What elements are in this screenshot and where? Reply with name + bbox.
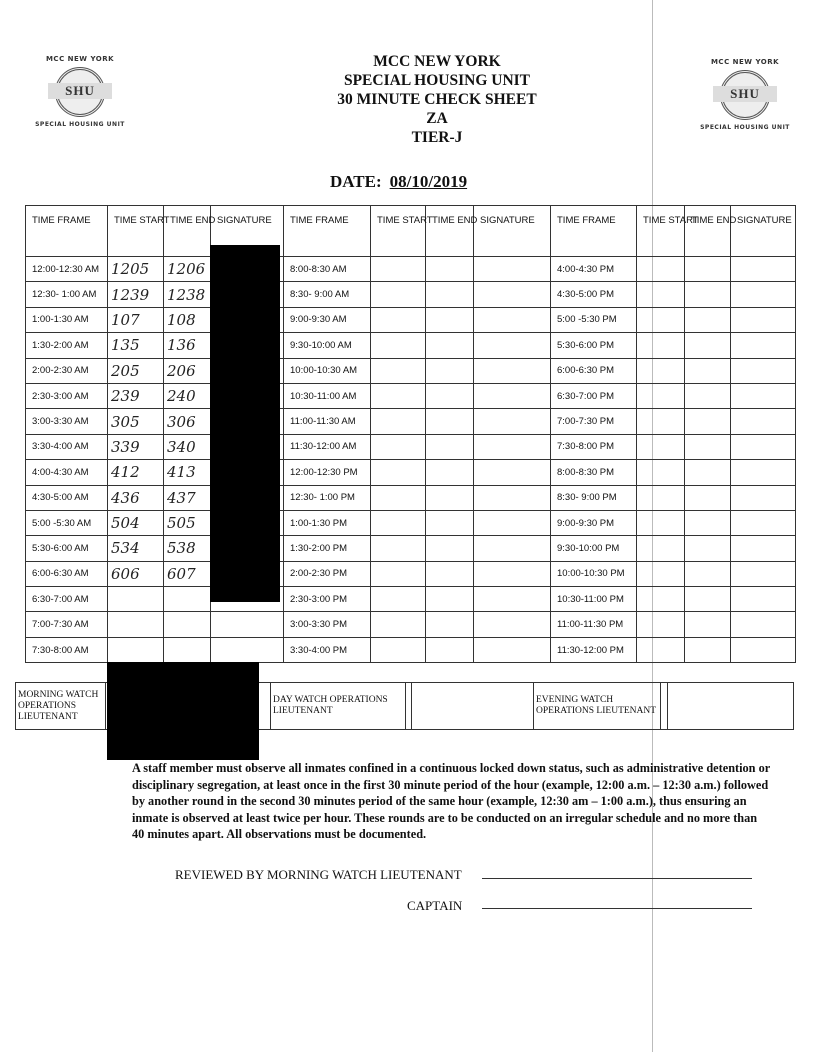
signature-cell [474, 409, 551, 434]
time-frame-cell: 12:00-12:30 AM [26, 257, 108, 282]
time-end-cell [164, 587, 211, 612]
time-start-cell: 606 [108, 561, 164, 586]
time-frame-cell: 4:30-5:00 PM [551, 282, 637, 307]
time-frame-cell: 6:00-6:30 AM [26, 561, 108, 586]
time-end-cell [685, 612, 731, 637]
signature-cell [474, 434, 551, 459]
check-sheet-table [25, 205, 796, 663]
time-start-cell [371, 587, 426, 612]
time-frame-cell: 2:30-3:00 AM [26, 383, 108, 408]
signature-cell [731, 383, 796, 408]
time-start-cell [637, 637, 685, 662]
time-frame-cell: 4:30-5:00 AM [26, 485, 108, 510]
column-header-time-frame: TIME FRAME [284, 206, 371, 257]
redaction-block [107, 662, 259, 760]
time-start-cell [371, 333, 426, 358]
logo-top-text: MCC NEW YORK [45, 55, 115, 63]
column-header-time-frame: TIME FRAME [26, 206, 108, 257]
time-start-cell [637, 587, 685, 612]
time-end-cell: 1206 [164, 257, 211, 282]
signature-cell [474, 358, 551, 383]
signature-cell [731, 510, 796, 535]
seal-text: SHU [48, 83, 112, 99]
signature-cell [474, 333, 551, 358]
time-frame-cell: 3:00-3:30 AM [26, 409, 108, 434]
time-end-cell [426, 612, 474, 637]
signature-cell [474, 307, 551, 332]
time-frame-cell: 12:30- 1:00 AM [26, 282, 108, 307]
column-header-time-frame: TIME FRAME [551, 206, 637, 257]
time-end-cell: 413 [164, 460, 211, 485]
table-row [26, 485, 796, 510]
time-end-cell [685, 409, 731, 434]
signature-cell [474, 612, 551, 637]
shu-logo-right [690, 58, 800, 131]
signature-cell [731, 587, 796, 612]
time-end-cell [685, 460, 731, 485]
shu-logo-left [25, 55, 135, 128]
time-frame-cell: 2:30-3:00 PM [284, 587, 371, 612]
time-frame-cell: 1:30-2:00 PM [284, 536, 371, 561]
time-end-cell [426, 307, 474, 332]
time-start-cell [637, 510, 685, 535]
title-line: MCC NEW YORK [373, 53, 501, 70]
time-end-cell [426, 409, 474, 434]
signature-cell [731, 460, 796, 485]
time-start-cell [371, 536, 426, 561]
time-end-cell: 136 [164, 333, 211, 358]
table-row [26, 383, 796, 408]
column-header-time-start: TIME START [637, 206, 685, 257]
day-watch-label: DAY WATCH OPERATIONS LIEUTENANT [271, 683, 406, 730]
title-line: ZA [426, 110, 448, 127]
time-start-cell: 436 [108, 485, 164, 510]
day-watch-signature [412, 683, 534, 730]
time-end-cell [426, 257, 474, 282]
time-frame-cell: 2:00-2:30 AM [26, 358, 108, 383]
logo-bottom-text: SPECIAL HOUSING UNIT [35, 121, 125, 128]
signature-cell [474, 637, 551, 662]
time-frame-cell: 2:00-2:30 PM [284, 561, 371, 586]
table-row [26, 358, 796, 383]
time-end-cell [685, 485, 731, 510]
time-start-cell: 412 [108, 460, 164, 485]
time-end-cell [426, 510, 474, 535]
column-header-signature: SIGNATURE [211, 206, 284, 257]
time-start-cell [371, 460, 426, 485]
date-label: DATE: [330, 172, 382, 191]
signature-cell [731, 612, 796, 637]
time-start-cell [637, 257, 685, 282]
time-start-cell [637, 460, 685, 485]
time-end-cell: 538 [164, 536, 211, 561]
time-end-cell: 505 [164, 510, 211, 535]
title-line: TIER-J [411, 129, 463, 146]
time-end-cell [685, 510, 731, 535]
time-frame-cell: 9:00-9:30 AM [284, 307, 371, 332]
time-frame-cell: 3:30-4:00 AM [26, 434, 108, 459]
signature-cell [474, 536, 551, 561]
time-frame-cell: 11:00-11:30 AM [284, 409, 371, 434]
time-frame-cell: 1:30-2:00 AM [26, 333, 108, 358]
reviewed-signature-line [482, 878, 752, 879]
time-frame-cell: 5:00 -5:30 AM [26, 510, 108, 535]
time-start-cell [637, 333, 685, 358]
signature-cell [474, 257, 551, 282]
time-start-cell [637, 307, 685, 332]
seal-text: SHU [713, 86, 777, 102]
table-row [26, 333, 796, 358]
reviewed-by-label: REVIEWED BY MORNING WATCH LIEUTENANT [175, 867, 462, 882]
time-end-cell [426, 358, 474, 383]
signature-cell [474, 561, 551, 586]
signature-cell [731, 536, 796, 561]
logo-top-text: MCC NEW YORK [710, 58, 780, 66]
time-start-cell [637, 409, 685, 434]
time-frame-cell: 11:30-12:00 AM [284, 434, 371, 459]
instructions-paragraph: A staff member must observe all inmates confined in a continuous locked down status, such as administrative detention or disciplinary segregation, at least once in the first 30 minute period of the hour (example, 12:00 a.m. – 12:30 a.m.) followed by another round in the second 30 minutes period of the same hour (example, 12:30 am – 1:00 a.m.), thus ensuring an inmate is observed at least twice per hour. These rounds are to be conducted on an irregular schedule and no more than 40 minutes apart. All observations must be documented. [132, 761, 770, 841]
time-end-cell [685, 637, 731, 662]
time-frame-cell: 12:00-12:30 PM [284, 460, 371, 485]
time-start-cell [371, 282, 426, 307]
time-start-cell [637, 485, 685, 510]
time-start-cell [371, 307, 426, 332]
time-frame-cell: 7:00-7:30 PM [551, 409, 637, 434]
table-row [26, 460, 796, 485]
time-start-cell: 504 [108, 510, 164, 535]
time-frame-cell: 10:30-11:00 PM [551, 587, 637, 612]
signature-cell [731, 637, 796, 662]
time-frame-cell: 10:30-11:00 AM [284, 383, 371, 408]
time-frame-cell: 3:00-3:30 PM [284, 612, 371, 637]
time-frame-cell: 1:00-1:30 AM [26, 307, 108, 332]
time-frame-cell: 8:00-8:30 AM [284, 257, 371, 282]
evening-watch-label: EVENING WATCH OPERATIONS LIEUTENANT [534, 683, 661, 730]
time-start-cell [371, 383, 426, 408]
time-frame-cell: 10:00-10:30 AM [284, 358, 371, 383]
time-start-cell [371, 612, 426, 637]
time-start-cell [371, 510, 426, 535]
signature-cell [474, 510, 551, 535]
time-start-cell [637, 536, 685, 561]
signature-cell [731, 307, 796, 332]
time-frame-cell: 9:30-10:00 AM [284, 333, 371, 358]
time-start-cell [637, 383, 685, 408]
signature-cell [731, 282, 796, 307]
time-end-cell: 340 [164, 434, 211, 459]
column-header-time-end: TIME END [164, 206, 211, 257]
date-field [330, 172, 467, 192]
table-row [26, 612, 796, 637]
time-frame-cell: 1:00-1:30 PM [284, 510, 371, 535]
table-row [26, 510, 796, 535]
time-end-cell [164, 612, 211, 637]
column-header-time-end: TIME END [426, 206, 474, 257]
time-frame-cell: 8:30- 9:00 AM [284, 282, 371, 307]
time-end-cell [685, 536, 731, 561]
time-end-cell [164, 637, 211, 662]
time-frame-cell: 10:00-10:30 PM [551, 561, 637, 586]
time-start-cell [371, 358, 426, 383]
time-start-cell: 239 [108, 383, 164, 408]
time-end-cell [685, 434, 731, 459]
signature-cell [474, 485, 551, 510]
time-end-cell [426, 485, 474, 510]
time-start-cell: 205 [108, 358, 164, 383]
time-end-cell [426, 333, 474, 358]
signature-cell [474, 587, 551, 612]
time-start-cell [637, 434, 685, 459]
time-end-cell [426, 460, 474, 485]
time-start-cell [637, 358, 685, 383]
title-line: 30 MINUTE CHECK SHEET [337, 91, 537, 108]
table-row [26, 257, 796, 282]
signature-cell [731, 434, 796, 459]
signature-cell [731, 257, 796, 282]
time-frame-cell: 7:00-7:30 AM [26, 612, 108, 637]
seal-icon [55, 67, 105, 117]
time-frame-cell: 9:00-9:30 PM [551, 510, 637, 535]
time-frame-cell: 3:30-4:00 PM [284, 637, 371, 662]
time-start-cell: 1205 [108, 257, 164, 282]
morning-watch-label: MORNING WATCH OPERATIONS LIEUTENANT [16, 683, 106, 730]
column-header-signature: SIGNATURE [731, 206, 796, 257]
time-end-cell [426, 383, 474, 408]
time-start-cell [637, 561, 685, 586]
time-start-cell: 339 [108, 434, 164, 459]
divider [661, 683, 668, 730]
title-line: SPECIAL HOUSING UNIT [343, 72, 531, 89]
time-start-cell [371, 637, 426, 662]
evening-watch-signature [668, 683, 794, 730]
table-row [26, 637, 796, 662]
signature-cell [731, 358, 796, 383]
time-end-cell [426, 282, 474, 307]
seal-icon [720, 70, 770, 120]
table-row [26, 282, 796, 307]
time-end-cell [685, 358, 731, 383]
logo-bottom-text: SPECIAL HOUSING UNIT [700, 124, 790, 131]
time-end-cell: 306 [164, 409, 211, 434]
signature-cell [474, 282, 551, 307]
time-end-cell: 108 [164, 307, 211, 332]
time-end-cell: 437 [164, 485, 211, 510]
time-frame-cell: 4:00-4:30 PM [551, 257, 637, 282]
time-start-cell [371, 434, 426, 459]
signature-cell [731, 409, 796, 434]
signature-cell [731, 485, 796, 510]
time-frame-cell: 7:30-8:00 PM [551, 434, 637, 459]
table-row [26, 561, 796, 586]
signature-cell [474, 460, 551, 485]
date-value: 08/10/2019 [389, 172, 468, 191]
captain-label: CAPTAIN [407, 898, 463, 913]
time-end-cell [426, 434, 474, 459]
time-start-cell [371, 257, 426, 282]
time-start-cell [108, 587, 164, 612]
time-end-cell: 607 [164, 561, 211, 586]
time-start-cell [108, 612, 164, 637]
time-end-cell [685, 282, 731, 307]
table-row [26, 307, 796, 332]
column-header-time-start: TIME START [371, 206, 426, 257]
time-start-cell [108, 637, 164, 662]
column-header-time-end: TIME END [685, 206, 731, 257]
column-header-time-start: TIME START [108, 206, 164, 257]
captain-signature-line [482, 908, 752, 909]
time-end-cell [685, 561, 731, 586]
table-row [26, 409, 796, 434]
time-end-cell: 1238 [164, 282, 211, 307]
time-start-cell [371, 561, 426, 586]
time-frame-cell: 12:30- 1:00 PM [284, 485, 371, 510]
time-frame-cell: 5:30-6:00 PM [551, 333, 637, 358]
time-start-cell: 107 [108, 307, 164, 332]
signature-cell [211, 612, 284, 637]
table-row [26, 536, 796, 561]
time-frame-cell: 11:30-12:00 PM [551, 637, 637, 662]
redaction-block [210, 245, 280, 602]
time-start-cell: 305 [108, 409, 164, 434]
signature-cell [731, 333, 796, 358]
time-start-cell [637, 612, 685, 637]
time-end-cell [685, 587, 731, 612]
time-end-cell [685, 257, 731, 282]
time-end-cell [685, 307, 731, 332]
time-end-cell [685, 333, 731, 358]
time-end-cell: 240 [164, 383, 211, 408]
time-end-cell [426, 587, 474, 612]
time-frame-cell: 8:30- 9:00 PM [551, 485, 637, 510]
signature-cell [474, 383, 551, 408]
time-frame-cell: 6:30-7:00 AM [26, 587, 108, 612]
time-end-cell [426, 536, 474, 561]
time-start-cell: 135 [108, 333, 164, 358]
time-frame-cell: 5:30-6:00 AM [26, 536, 108, 561]
time-frame-cell: 8:00-8:30 PM [551, 460, 637, 485]
time-frame-cell: 4:00-4:30 AM [26, 460, 108, 485]
time-start-cell: 1239 [108, 282, 164, 307]
time-start-cell [637, 282, 685, 307]
time-frame-cell: 11:00-11:30 PM [551, 612, 637, 637]
signature-cell [731, 561, 796, 586]
time-end-cell [426, 561, 474, 586]
table-row [26, 587, 796, 612]
signature-cell [211, 637, 284, 662]
time-start-cell [371, 485, 426, 510]
time-frame-cell: 6:00-6:30 PM [551, 358, 637, 383]
table-row [26, 434, 796, 459]
time-frame-cell: 6:30-7:00 PM [551, 383, 637, 408]
column-header-signature: SIGNATURE [474, 206, 551, 257]
time-end-cell [685, 383, 731, 408]
time-end-cell [426, 637, 474, 662]
time-start-cell [371, 409, 426, 434]
time-frame-cell: 5:00 -5:30 PM [551, 307, 637, 332]
time-end-cell: 206 [164, 358, 211, 383]
document-title [250, 52, 624, 147]
time-start-cell: 534 [108, 536, 164, 561]
time-frame-cell: 7:30-8:00 AM [26, 637, 108, 662]
time-frame-cell: 9:30-10:00 PM [551, 536, 637, 561]
